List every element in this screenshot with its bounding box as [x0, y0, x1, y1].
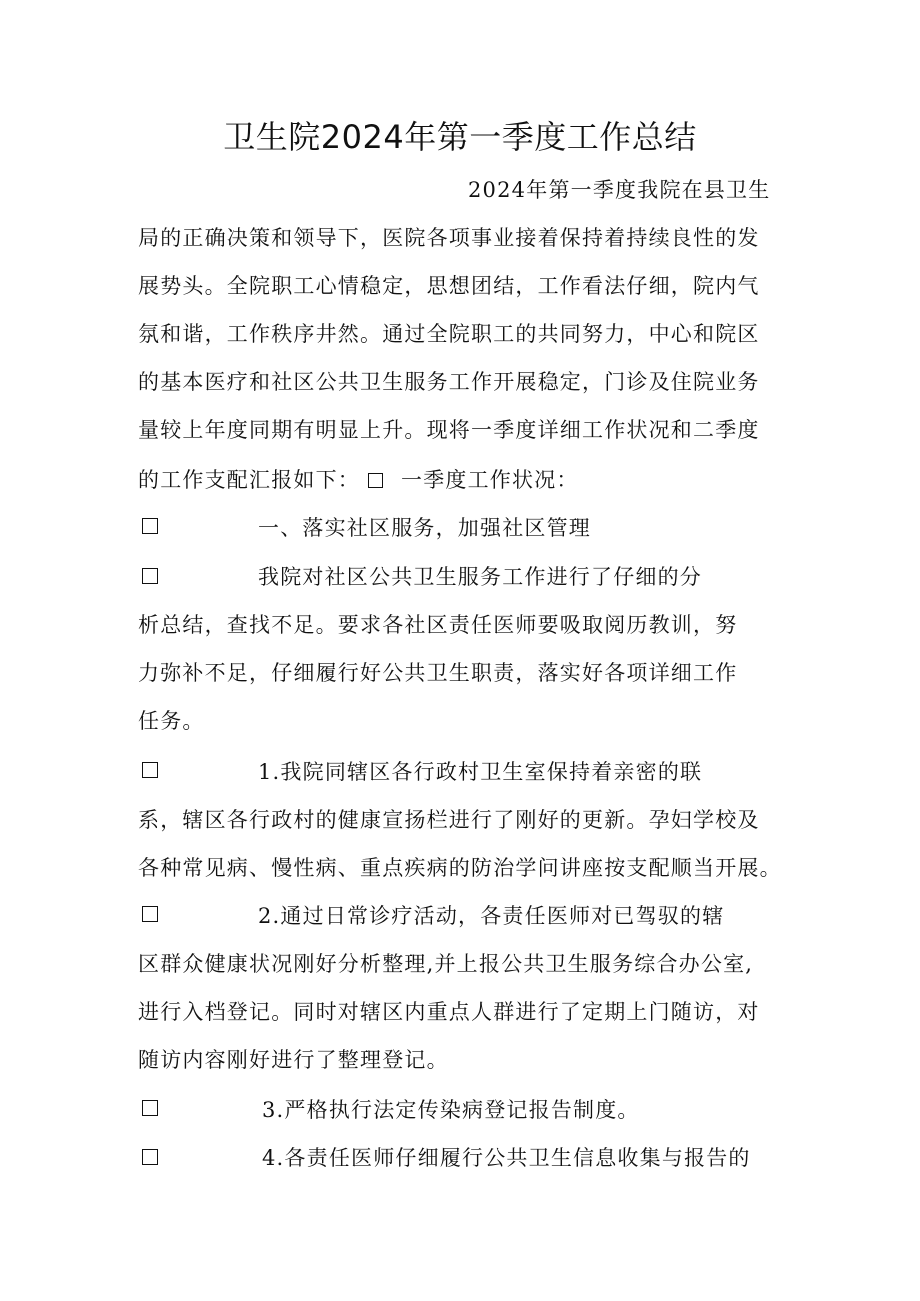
item3-line: 3.严格执行法定传染病登记报告制度。 — [262, 1098, 640, 1122]
item2-line-1: 2.通过日常诊疗活动，各责任医师对已驾驭的辖 — [258, 904, 725, 928]
p2-line-3: 力弥补不足，仔细履行好公共卫生职责，落实好各项详细工作 — [138, 661, 738, 685]
checkbox-icon — [142, 518, 158, 534]
intro-line-4: 氛和谐，工作秩序井然。通过全院职工的共同努力，中心和院区 — [138, 322, 760, 346]
intro-tail-text: 一季度工作状况： — [401, 468, 579, 492]
intro-line-2: 局的正确决策和领导下，医院各项事业接着保持着持续良性的发 — [138, 226, 760, 250]
intro-line-5: 的基本医疗和社区公共卫生服务工作开展稳定，门诊及住院业务 — [138, 370, 760, 394]
item2-line-4: 随访内容刚好进行了整理登记。 — [138, 1048, 449, 1072]
intro-line-7-text: 的工作支配汇报如下： — [138, 468, 360, 492]
intro-line-7 — [138, 466, 579, 494]
item4-line: 4.各责任医师仔细履行公共卫生信息收集与报告的 — [262, 1146, 751, 1170]
section-heading-1: 一、落实社区服务，加强社区管理 — [258, 516, 591, 540]
intro-line-3: 展势头。全院职工心情稳定，思想团结，工作看法仔细，院内气 — [138, 274, 760, 298]
item2-line-3: 进行入档登记。同时对辖区内重点人群进行了定期上门随访，对 — [138, 1000, 760, 1024]
intro-line-6: 量较上年度同期有明显上升。现将一季度详细工作状况和二季度 — [138, 418, 760, 442]
checkbox-icon — [142, 906, 158, 922]
checkbox-icon — [142, 762, 158, 778]
checkbox-icon — [142, 1149, 158, 1165]
checkbox-icon — [142, 1100, 158, 1116]
intro-line-1: 2024年第一季度我院在县卫生 — [468, 178, 771, 202]
p2-line-4: 任务。 — [138, 709, 205, 733]
p2-line-1: 我院对社区公共卫生服务工作进行了仔细的分 — [258, 565, 702, 589]
p2-line-2: 析总结，查找不足。要求各社区责任医师要吸取阅历教训，努 — [138, 613, 738, 637]
checkbox-icon — [142, 568, 158, 584]
checkbox-icon — [368, 473, 383, 488]
item2-line-2: 区群众健康状况刚好分析整理,并上报公共卫生服务综合办公室, — [138, 952, 754, 976]
item1-line-2: 系，辖区各行政村的健康宣扬栏进行了刚好的更新。孕妇学校及 — [138, 808, 760, 832]
document-title: 卫生院2024年第一季度工作总结 — [223, 118, 697, 156]
item1-line-1: 1.我院同辖区各行政村卫生室保持着亲密的联 — [258, 760, 703, 784]
item1-line-3: 各种常见病、慢性病、重点疾病的防治学问讲座按支配顺当开展。 — [138, 856, 782, 880]
